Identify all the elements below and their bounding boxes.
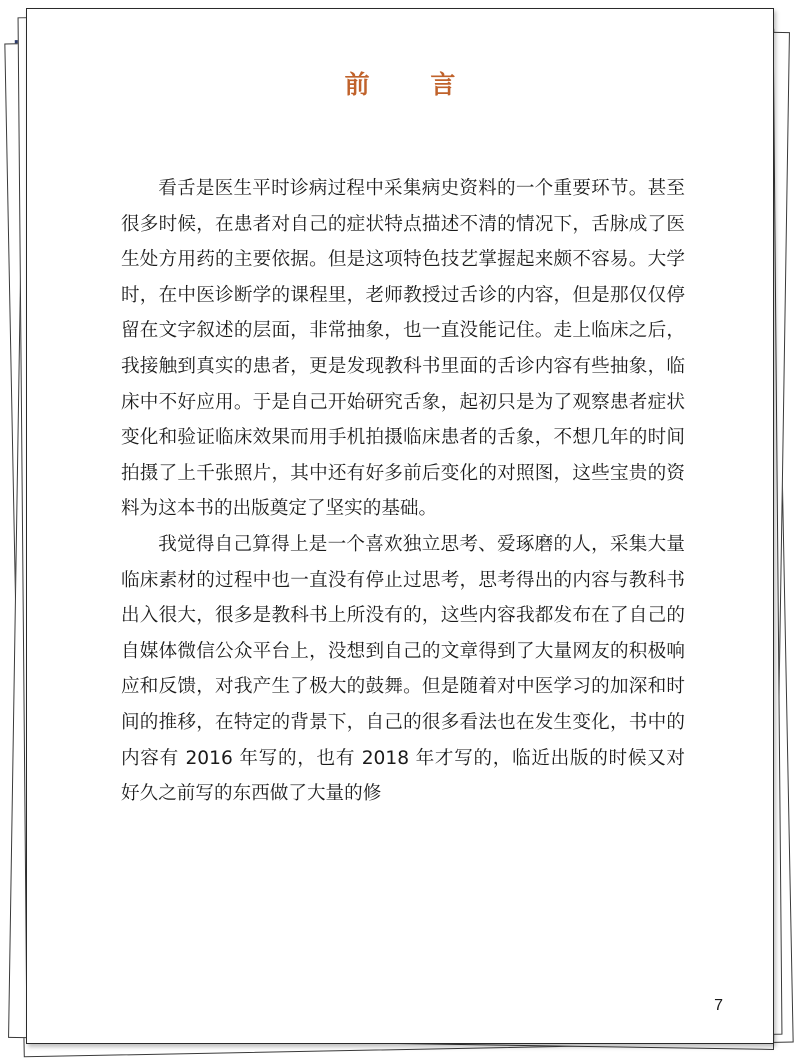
- paragraph-2: 我觉得自己算得上是一个喜欢独立思考、爱琢磨的人，采集大量临床素材的过程中也一直没有停止过思考，思考得出的内容与教科书出入很大，很多是教科书上所没有的，这些内容我都发布在了自己的自媒体微信公众平台上，没想到自己的文章得到了大量网友的积极响应和反馈，对我产生了极大的鼓舞。但是随着对中医学习的加深和时间的推移，在特定的背景下，自己的很多看法也在发生变化，书中的内容有 2016 年写的，也有 2018 年才写的，临近出版的时候又对好久之前写的东西做了大量的修: [121, 533, 685, 805]
- front-page: [26, 8, 774, 1044]
- paragraph-1: 看舌是医生平时诊病过程中采集病史资料的一个重要环节。甚至很多时候，在患者对自己的症状特点描述不清的情况下，舌脉成了医生处方用药的主要依据。但是这项特色技艺掌握起来颇不容易。大学时，在中医诊断学的课程里，老师教授过舌诊的内容，但是那仅仅停留在文字叙述的层面，非常抽象，也一直没能记住。走上临床之后，我接触到真实的患者，更是发现教科书里面的舌诊内容有些抽象，临床中不好应用。于是自己开始研究舌象，起初只是为了观察患者症状变化和验证临床效果而用手机拍摄临床患者的舌象，不想几年的时间拍摄了上千张照片，其中还有好多前后变化的对照图，这些宝贵的资料为这本书的出版奠定了坚实的基础。: [121, 178, 685, 520]
- page-title: 前 言: [344, 70, 482, 99]
- body-text: [121, 171, 685, 812]
- page-number: 7: [714, 997, 723, 1014]
